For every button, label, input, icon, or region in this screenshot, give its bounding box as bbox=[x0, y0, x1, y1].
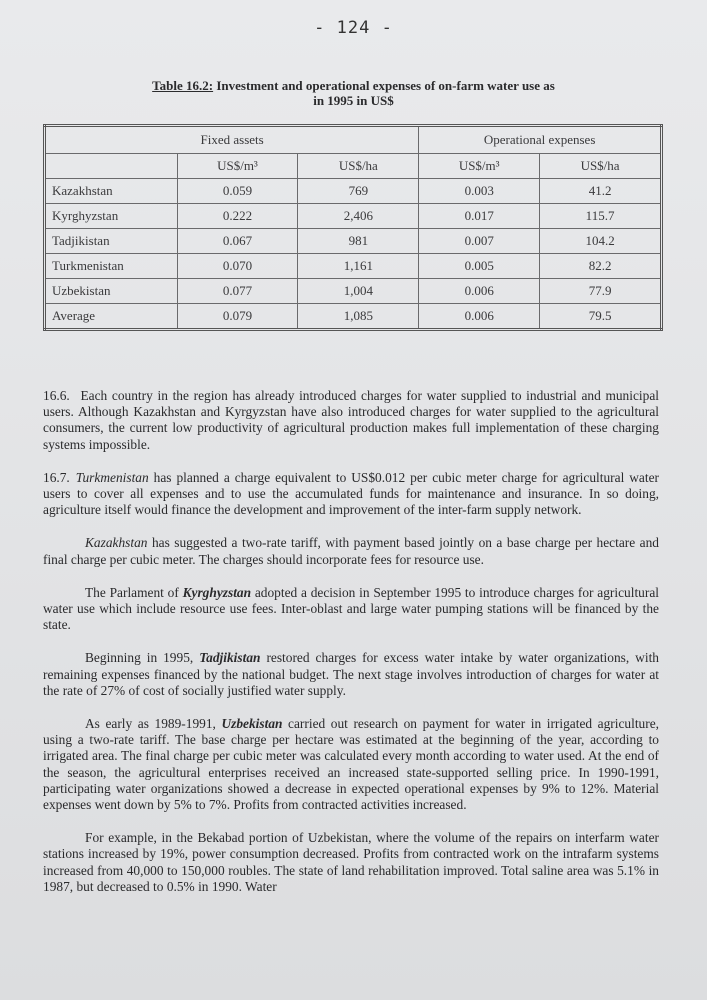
cell-fixed-m3: 0.059 bbox=[177, 179, 298, 204]
paragraph-text: Each country in the region has already introduced charges for water supplied to industrial and municipal users. Although Kazakhstan and Kyrgyzstan have also introduced charges for water supplied to the agricultural consumers, the current low productivity of agricultural production makes full implementation of these charging systems impossible. bbox=[43, 388, 659, 452]
country-name-kazakhstan: Kazakhstan bbox=[85, 535, 148, 551]
cell-country: Kazakhstan bbox=[45, 179, 178, 204]
group-header-operational-expenses: Operational expenses bbox=[419, 126, 662, 154]
cell-fixed-m3: 0.067 bbox=[177, 229, 298, 254]
cell-fixed-ha: 1,161 bbox=[298, 254, 419, 279]
cell-op-m3: 0.006 bbox=[419, 279, 540, 304]
cell-fixed-ha: 769 bbox=[298, 179, 419, 204]
cell-op-ha: 79.5 bbox=[540, 304, 662, 330]
paragraph-text: restored charges for excess water intake by water organizations, with remaining expenses financed by the national budget. The next stage involves introduction of charges for water at the rate of 27% of cost of socially justified water supply. bbox=[43, 650, 659, 698]
paragraph-kyrghyzstan bbox=[43, 585, 659, 634]
country-name-kyrghyzstan: Kyrghyzstan bbox=[182, 584, 252, 600]
page-number: - 124 - bbox=[314, 18, 393, 38]
cell-op-m3: 0.006 bbox=[419, 304, 540, 330]
country-name-turkmenistan: Turkmenistan bbox=[75, 469, 149, 485]
cell-fixed-m3: 0.070 bbox=[177, 254, 298, 279]
cell-op-ha: 115.7 bbox=[540, 204, 662, 229]
table-row bbox=[45, 279, 662, 304]
cell-country: Tadjikistan bbox=[45, 229, 178, 254]
cell-fixed-m3: 0.079 bbox=[177, 304, 298, 330]
cell-fixed-ha: 2,406 bbox=[298, 204, 419, 229]
table-row bbox=[45, 229, 662, 254]
paragraph-text: For example, in the Bekabad portion of Uzbekistan, where the volume of the repairs on interfarm water stations increased by 19%, power consumption decreased. Profits from contracted work on the intrafarm systems increased from 40,000 to 150,000 roubles. The state of land rehabilitation improved. Total saline area was 5.1% in 1987, but decreased to 0.5% in 1990. Water bbox=[43, 830, 659, 894]
table-group-header-row bbox=[45, 126, 662, 154]
table-column-header-row bbox=[45, 154, 662, 179]
paragraph-lead: The Parlament of bbox=[85, 584, 183, 600]
column-header-op-m3: US$/m³ bbox=[419, 154, 540, 179]
cell-op-m3: 0.005 bbox=[419, 254, 540, 279]
paragraph-text: carried out research on payment for water in irrigated agriculture, using a two-rate tariff. The base charge per hectare was estimated at the beginning of the year, according to irrigated area. The final charge per cubic meter was calculated every month according to water used. At the end of the season, the agricultural enterprises received an increased state-supported selling price. In 1990-1991, participating water organizations showed a decrease in expected operational expenses by 9% to 12%. Material expenses went down by 5% to 7%. Profits from contracted activities increased. bbox=[43, 716, 659, 813]
cell-op-ha: 77.9 bbox=[540, 279, 662, 304]
table-caption-label: Table 16.2: bbox=[152, 78, 214, 93]
cell-op-ha: 41.2 bbox=[540, 179, 662, 204]
cell-op-m3: 0.007 bbox=[419, 229, 540, 254]
country-name-tadjikistan: Tadjikistan bbox=[199, 650, 261, 666]
body-text bbox=[43, 388, 659, 912]
cell-country: Kyrghyzstan bbox=[45, 204, 178, 229]
column-header-country bbox=[45, 154, 178, 179]
paragraph-number: 16.7. bbox=[43, 469, 70, 485]
cell-op-ha: 82.2 bbox=[540, 254, 662, 279]
paragraph-text: adopted a decision in September 1995 to introduce charges for agricultural water use which include resource use fees. Inter-oblast and large water pumping stations will be financed by the state. bbox=[43, 584, 659, 633]
paragraph-text: has planned a charge equivalent to US$0.012 per cubic meter charge for agricultural water users to cover all expenses and to use the accumulated funds for maintenance and insurance. In so doing, agriculture itself would finance the development and improvement of the inter-farm supply network. bbox=[43, 469, 659, 518]
country-name-uzbekistan: Uzbekistan bbox=[221, 716, 283, 732]
cell-fixed-m3: 0.222 bbox=[177, 204, 298, 229]
paragraph-16-7 bbox=[43, 470, 659, 519]
table-caption-line2: in 1995 in US$ bbox=[313, 93, 394, 108]
paragraph-lead: As early as 1989-1991, bbox=[85, 716, 222, 732]
cell-country: Average bbox=[45, 304, 178, 330]
paragraph-text: has suggested a two-rate tariff, with payment based jointly on a base charge per hectare and final charge per cubic meter. The charges should incorporate fees for resource use. bbox=[43, 535, 659, 567]
cell-country: Turkmenistan bbox=[45, 254, 178, 279]
cell-op-ha: 104.2 bbox=[540, 229, 662, 254]
column-header-fixed-ha: US$/ha bbox=[298, 154, 419, 179]
cell-fixed-ha: 1,004 bbox=[298, 279, 419, 304]
paragraph-number: 16.6. bbox=[43, 388, 70, 403]
column-header-op-ha: US$/ha bbox=[540, 154, 662, 179]
paragraph-16-6 bbox=[43, 388, 659, 453]
table-row bbox=[45, 204, 662, 229]
cell-fixed-m3: 0.077 bbox=[177, 279, 298, 304]
paragraph-tadjikistan bbox=[43, 650, 659, 699]
cell-op-m3: 0.003 bbox=[419, 179, 540, 204]
cell-fixed-ha: 1,085 bbox=[298, 304, 419, 330]
paragraph-bekabad bbox=[43, 830, 659, 895]
cell-country: Uzbekistan bbox=[45, 279, 178, 304]
table-caption bbox=[100, 78, 607, 108]
column-header-fixed-m3: US$/m³ bbox=[177, 154, 298, 179]
paragraph-uzbekistan bbox=[43, 716, 659, 813]
paragraph-lead: Beginning in 1995, bbox=[85, 650, 200, 666]
expenses-table bbox=[43, 124, 663, 331]
table-row bbox=[45, 254, 662, 279]
table-row bbox=[45, 179, 662, 204]
table-caption-text: Investment and operational expenses of on-farm water use as bbox=[213, 78, 555, 93]
cell-op-m3: 0.017 bbox=[419, 204, 540, 229]
cell-fixed-ha: 981 bbox=[298, 229, 419, 254]
table-row-average bbox=[45, 304, 662, 330]
paragraph-kazakhstan bbox=[43, 535, 659, 567]
group-header-fixed-assets: Fixed assets bbox=[45, 126, 419, 154]
